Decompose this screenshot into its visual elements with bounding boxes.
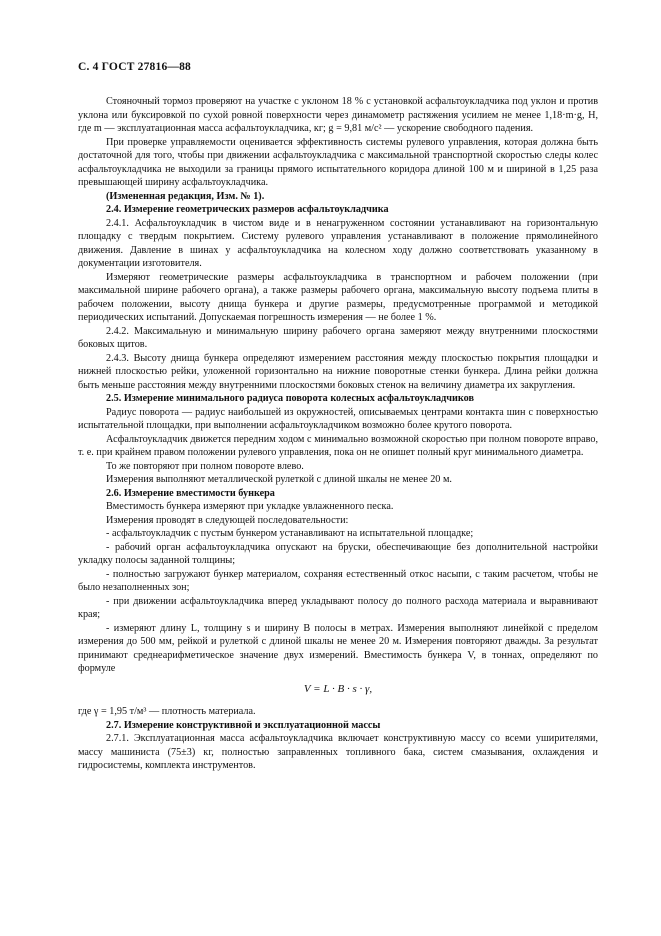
paragraph: Радиус поворота — радиус наибольшей из окружностей, описываемых центрами контакта шин с поверхностью испытательной площадки, при выполнении асфальтоукладчиком возможно более крутого поворота. xyxy=(78,406,598,431)
section-heading-2-4: 2.4. Измерение геометрических размеров асфальтоукладчика xyxy=(106,204,389,215)
section-heading-2-6: 2.6. Измерение вместимости бункера xyxy=(106,487,275,499)
list-item: - полностью загружают бункер материалом, сохраняя естественный откос насыпи, с таким расчетом, чтобы не было незаполненных зон; xyxy=(78,568,598,593)
paragraph: Измерения выполняют металлической рулеткой с длиной шкалы не менее 20 м. xyxy=(106,474,452,485)
paragraph: 2.7.1. Эксплуатационная масса асфальтоукладчика включает конструктивную массу со всеми уширителями, массу машиниста (75±3) кг, полностью заправленных топливного бака, систем смазывания, охлаждения и гидросистемы, комплекта инструментов. xyxy=(78,733,598,771)
document-body xyxy=(78,95,598,773)
list-item: - асфальтоукладчик с пустым бункером устанавливают на испытательной площадке; xyxy=(106,528,474,539)
formula: V = L · B · s · γ, xyxy=(303,682,373,695)
paragraph: 2.4.1. Асфальтоукладчик в чистом виде и в ненагруженном состоянии устанавливают на горизонтальную площадку с твердым покрытием. Систему рулевого управления устанавливают в положение прямолинейного движения. Давление в шинах у асфальтоукладчика на колесном ходу должно соответствовать указанному в документации изготовителя. xyxy=(78,217,598,269)
section-heading-2-5: 2.5. Измерение минимального радиуса поворота колесных асфальтоукладчиков xyxy=(106,393,474,404)
paragraph: При проверке управляемости оценивается эффективность системы рулевого управления, которая должна быть достаточной для того, чтобы при движении асфальтоукладчика с максимальной транспортной скоростью следы колес асфальтоукладчика не выходили за границы прямого испытательного коридора длиной 100 м и шириной в 1,25 раза превышающей ширину асфальтоукладчика. xyxy=(78,136,598,188)
paragraph: 2.4.3. Высоту днища бункера определяют измерением расстояния между плоскостью покрытия площадки и нижней плоскостью рейки, уложенной горизонтально на нижние поворотные стенки бункера. Длина рейки должна быть меньше расстояния между внутренними плоскостями боковых стенок на величину диаметра их закругления. xyxy=(78,352,598,391)
list-item: - измеряют длину L, толщину s и ширину B полосы в метрах. Измерения выполняют линейкой с пределом измерения до 500 мм, рейкой и рулеткой с длиной шкалы не менее 20 м. Измерения повторяют дважды. За результат принимают среднеарифметическое значение двух измерений. Вместимость бункера V, в тоннах, определяют по формуле xyxy=(78,622,598,674)
paragraph: Вместимость бункера измеряют при укладке увлажненного песка. xyxy=(106,501,394,512)
formula-explanation: где γ = 1,95 т/м³ — плотность материала. xyxy=(78,706,256,717)
section-heading-2-7: 2.7. Измерение конструктивной и эксплуатационной массы xyxy=(106,719,381,731)
paragraph: 2.4.2. Максимальную и минимальную ширину рабочего органа замеряют между внутренними плоскостями боковых щитов. xyxy=(78,325,598,350)
page-header: С. 4 ГОСТ 27816—88 xyxy=(78,61,191,73)
paragraph: Измеряют геометрические размеры асфальтоукладчика в транспортном и рабочем положении (при максимальной ширине рабочего органа), а также размеры рабочего органа, максимальную высоту подъема плиты в рабочем положении, высоту днища бункера и другие размеры, предусмотренные программой и методикой периодических испытаний. Допускаемая погрешность измерения — не более 1 %. xyxy=(78,271,598,323)
amendment-note: (Измененная редакция, Изм. № 1). xyxy=(106,190,265,202)
paragraph: То же повторяют при полном повороте влево. xyxy=(106,460,304,472)
paragraph: Асфальтоукладчик движется передним ходом с минимально возможной скоростью при полном повороте вправо, т. е. при крайнем правом положении рулевого управления, пока он не опишет полный круг минимального диаметра. xyxy=(78,433,598,458)
paragraph: Стояночный тормоз проверяют на участке с уклоном 18 % с установкой асфальтоукладчика под уклон и против уклона или буксировкой по сухой ровной поверхности через динамометр растяжения усилием не менее 1,18·m·g, Н, где m — эксплуатационная масса асфальтоукладчика, кг; g = 9,81 м/с² — ускорение свободного падения. xyxy=(78,96,598,134)
list-item: - рабочий орган асфальтоукладчика опускают на бруски, обеспечивающие без дополнительной настройки укладку полосы заданной толщины; xyxy=(78,541,598,566)
paragraph: Измерения проводят в следующей последовательности: xyxy=(106,514,349,526)
list-item: - при движении асфальтоукладчика вперед укладывают полосу до полного расхода материала и выравнивают края; xyxy=(78,595,598,620)
